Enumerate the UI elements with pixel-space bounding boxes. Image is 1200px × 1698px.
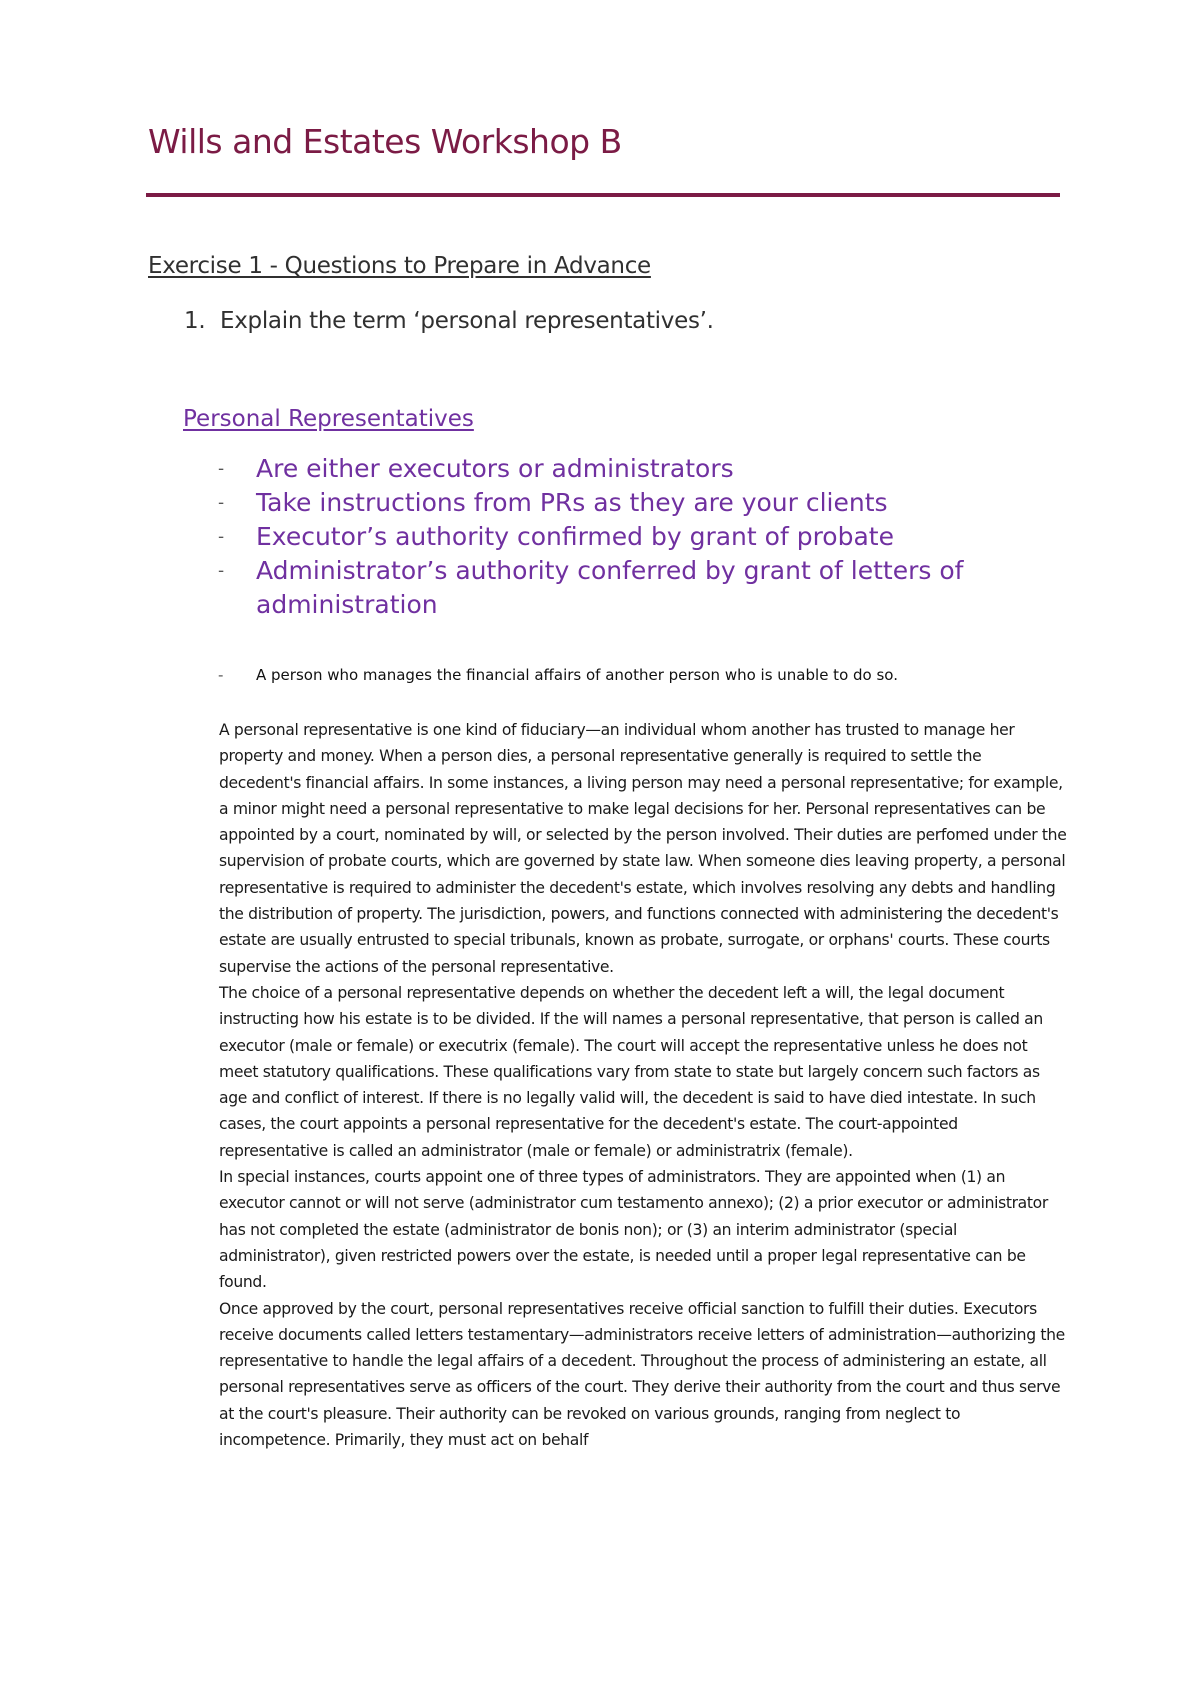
list-item [218, 554, 1058, 622]
answer-heading: Personal Representatives [183, 406, 474, 432]
answer-point-text: Executor’s authority confirmed by grant of probate [256, 522, 894, 551]
title-underline-rule [146, 193, 1060, 197]
dash-bullet: - [218, 561, 225, 581]
body-paragraphs [219, 717, 1067, 1453]
exercise-heading: Exercise 1 - Questions to Prepare in Advance [148, 253, 651, 279]
paragraph: Once approved by the court, personal representatives receive official sanction to fulfill their duties. Executors receive documents called letters testamentary—administrators receive letters of administration—authorizing the representative to handle the legal affairs of a decedent. Throughout the process of administering an estate, all personal representatives serve as officers of the court. They derive their authority from the court and thus serve at the court's pleasure. Their authority can be revoked on various grounds, ranging from neglect to incompetence. Primarily, they must act on behalf [219, 1299, 1065, 1450]
definition-text: A person who manages the financial affairs of another person who is unable to do so. [256, 666, 898, 684]
answer-point-text: Administrator’s authority conferred by grant of letters of administration [256, 556, 964, 619]
paragraph: A personal representative is one kind of fiduciary—an individual whom another has trusted to manage her property and money. When a person dies, a personal representative generally is required to settle the decedent's financial affairs. In some instances, a living person may need a personal representative; for example, a minor might need a personal representative to make legal decisions for her. Personal representatives can be appointed by a court, nominated by will, or selected by the person involved. Their duties are perfomed under the supervision of probate courts, which are governed by state law. When someone dies leaving property, a personal representative is required to administer the decedent's estate, which involves resolving any debts and handling the distribution of property. The jurisdiction, powers, and functions connected with administering the decedent's estate are usually entrusted to special tribunals, known as probate, surrogate, or orphans' courts. These courts supervise the actions of the personal representative. [219, 721, 1067, 976]
list-item [218, 486, 1058, 520]
question-item [184, 308, 714, 334]
dash-bullet: - [218, 666, 224, 684]
answer-point-text: Take instructions from PRs as they are your clients [256, 488, 888, 517]
definition-point [218, 666, 1058, 684]
answer-points-list [218, 452, 1058, 622]
question-text: Explain the term ‘personal representatives’. [220, 308, 714, 334]
question-number: 1. [184, 308, 206, 334]
dash-bullet: - [218, 459, 225, 479]
list-item [218, 520, 1058, 554]
list-item [218, 452, 1058, 486]
dash-bullet: - [218, 527, 225, 547]
paragraph: The choice of a personal representative depends on whether the decedent left a will, the legal document instructing how his estate is to be divided. If the will names a personal representative, that person is called an executor (male or female) or executrix (female). The court will accept the representative unless he does not meet statutory qualifications. These qualifications vary from state to state but largely concern such factors as age and conflict of interest. If there is no legally valid will, the decedent is said to have died intestate. In such cases, the court appoints a personal representative for the decedent's estate. The court-appointed representative is called an administrator (male or female) or administratrix (female). [219, 983, 1043, 1160]
answer-point-text: Are either executors or administrators [256, 454, 734, 483]
dash-bullet: - [218, 493, 225, 513]
document-title: Wills and Estates Workshop B [148, 122, 622, 161]
paragraph: In special instances, courts appoint one of three types of administrators. They are appointed when (1) an executor cannot or will not serve (administrator cum testamento annexo); (2) a prior executor or administrator has not completed the estate (administrator de bonis non); or (3) an interim administrator (special administrator), given restricted powers over the estate, is needed until a proper legal representative can be found. [219, 1168, 1048, 1292]
